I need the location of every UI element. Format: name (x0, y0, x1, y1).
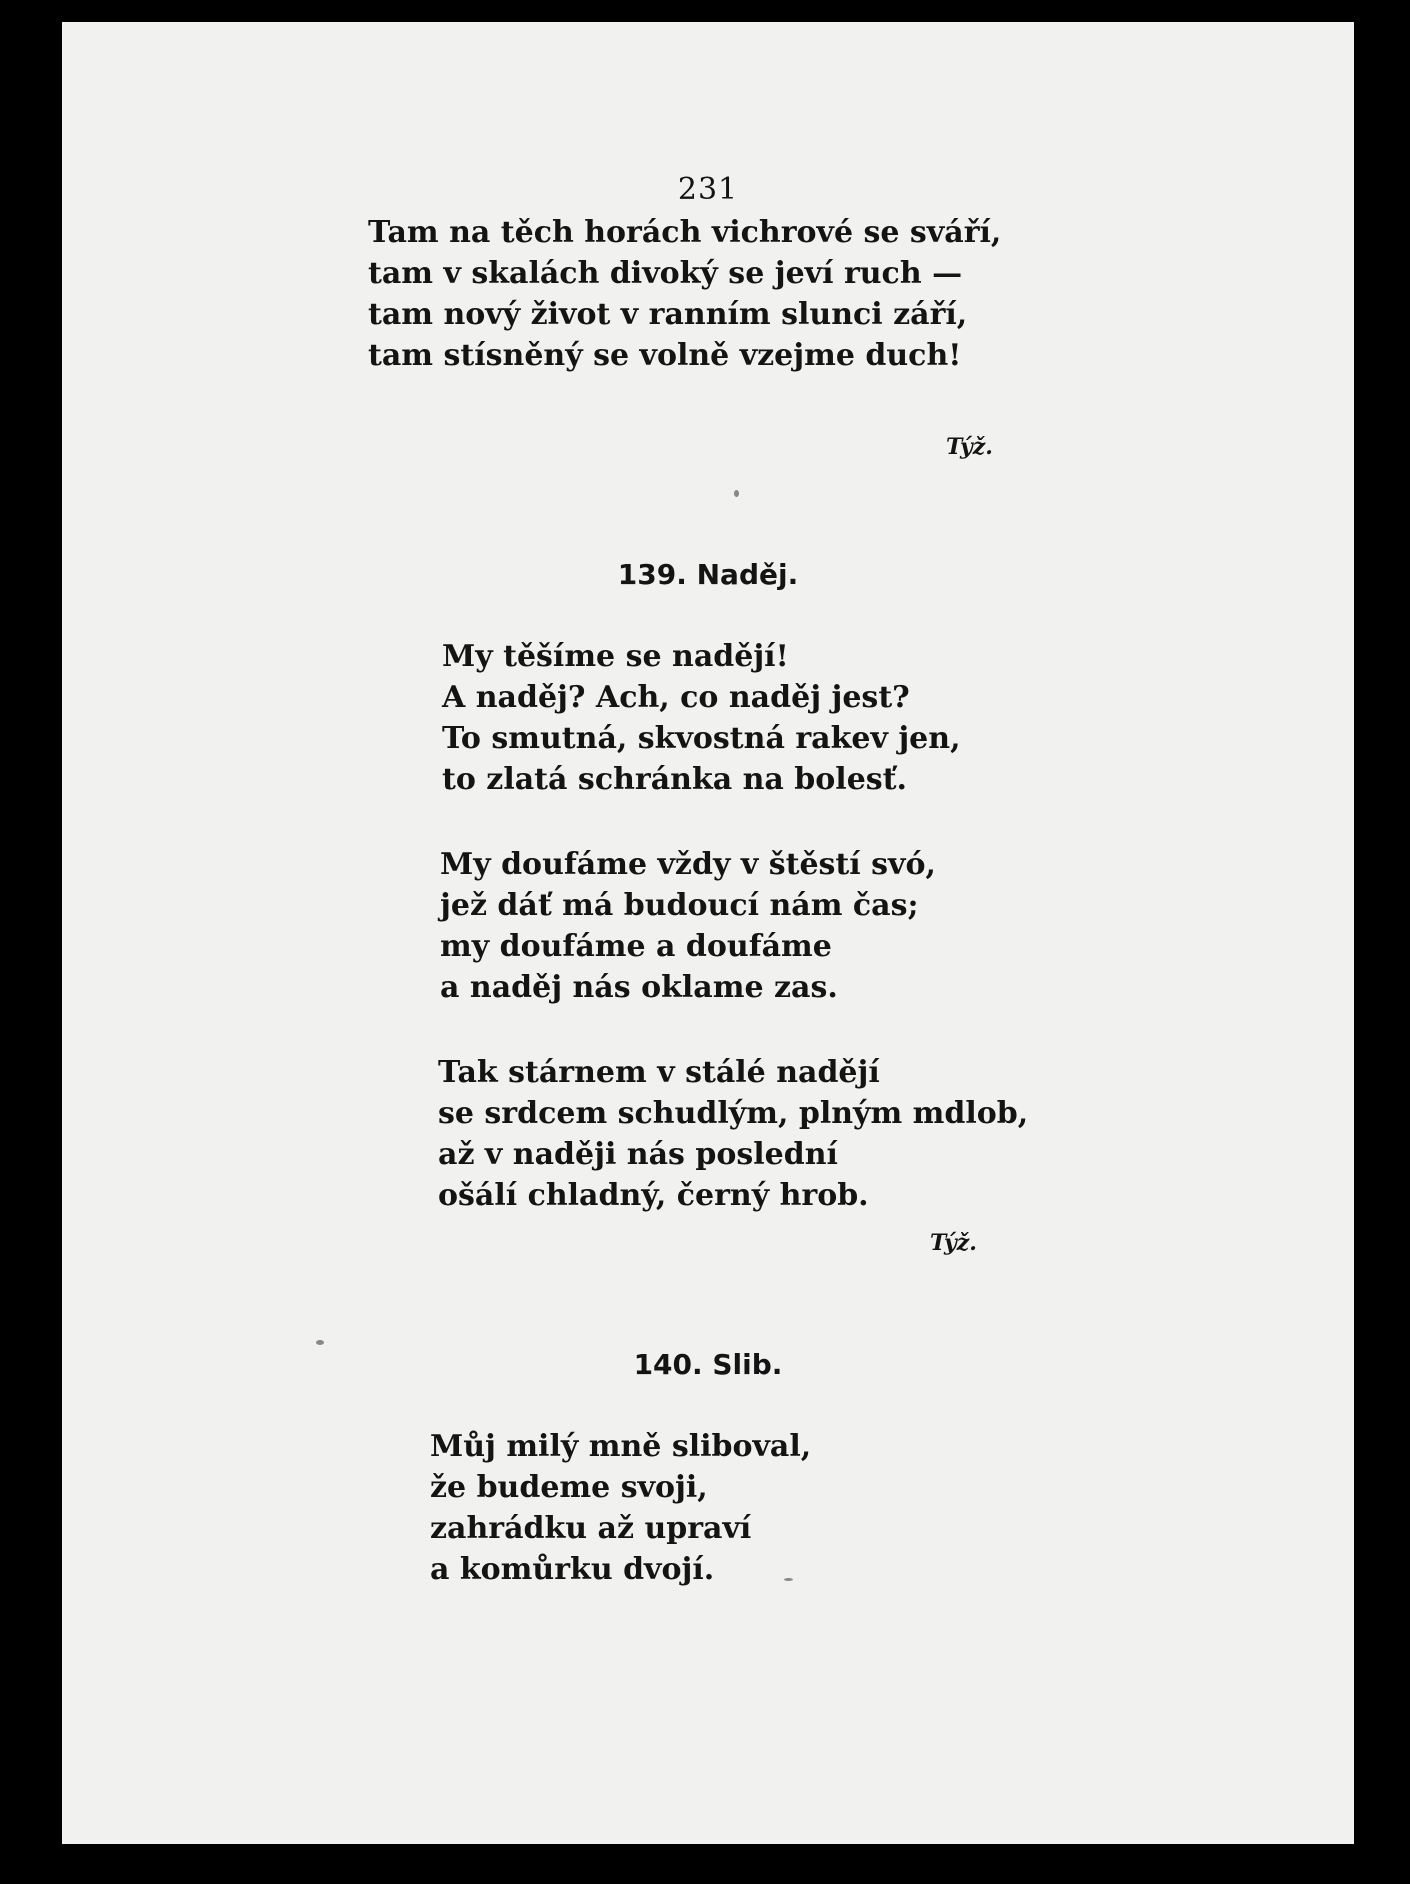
ink-speck (784, 1578, 793, 1581)
poem-139-signature: Týž. (930, 1230, 977, 1256)
poem-140-title: 140. Slib. (633, 1348, 783, 1381)
poem-139-stanza-1 (442, 636, 961, 800)
verse-line: my doufáme a doufáme (440, 929, 832, 964)
verse-line: tam stísněný se volně vzejme duch! (368, 338, 962, 373)
verse-line: My těšíme se nadějí! (442, 639, 789, 674)
poem-139-stanza-3 (438, 1052, 1028, 1216)
verse-line: A naděj? Ach, co naděj jest? (442, 680, 910, 715)
ink-speck (316, 1340, 324, 1345)
verse-line: Tak stárnem v stálé nadějí (438, 1055, 880, 1090)
poem-139-title: 139. Naděj. (617, 558, 799, 591)
verse-line: až v naději nás poslední (438, 1137, 838, 1172)
verse-line: že budeme svoji, (430, 1470, 708, 1505)
verse-line: jež dáť má budoucí nám čas; (440, 888, 919, 923)
verse-line: tam v skalách divoký se jeví ruch — (368, 256, 963, 291)
verse-line: se srdcem schudlým, plným mdlob, (438, 1096, 1029, 1131)
page-sheet (62, 22, 1354, 1844)
verse-line: My doufáme vždy v štěstí svó, (440, 847, 936, 882)
verse-line: Tam na těch horách vichrové se sváří, (368, 215, 1002, 250)
verse-line: a komůrku dvojí. (430, 1552, 715, 1587)
poem-139-stanza-2 (440, 844, 936, 1008)
verse-line: To smutná, skvostná rakev jen, (442, 721, 961, 756)
verse-line: tam nový život v ranním slunci září, (368, 297, 968, 332)
verse-line: zahrádku až upraví (430, 1511, 752, 1546)
ink-speck (734, 490, 739, 497)
verse-line: ošálí chladný, černý hrob. (438, 1178, 869, 1213)
page-number: 231 (677, 172, 739, 207)
intro-stanza (368, 212, 1001, 376)
poem-140-stanza-1 (430, 1426, 811, 1590)
intro-signature: Týž. (946, 434, 993, 460)
verse-line: to zlatá schránka na bolesť. (442, 762, 907, 797)
verse-line: Můj milý mně sliboval, (430, 1429, 812, 1464)
verse-line: a naděj nás oklame zas. (440, 970, 838, 1005)
